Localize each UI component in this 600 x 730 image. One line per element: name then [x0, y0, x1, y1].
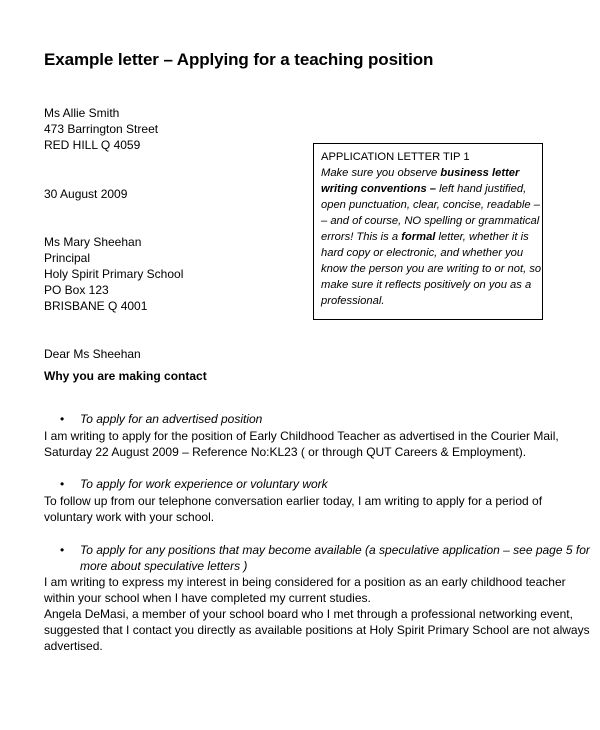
tip-text: hard copy or electronic, and whether you	[321, 247, 524, 259]
recipient-school: Holy Spirit Primary School	[44, 267, 184, 281]
paragraph-line: Saturday 22 August 2009 – Reference No:KL23 ( or through QUT Careers & Employment).	[44, 445, 527, 459]
recipient-name: Ms Mary Sheehan	[44, 235, 142, 249]
tip-text: – and of course, NO spelling or grammatical	[321, 215, 540, 227]
tip-line	[321, 261, 542, 277]
tip-emphasis: formal	[401, 231, 436, 243]
tip-text: letter, whether it is	[435, 231, 529, 243]
paragraph	[44, 574, 590, 654]
paragraph-line: I am writing to express my interest in being considered for a position as an early childhood teacher	[44, 575, 566, 589]
sender-name: Ms Allie Smith	[44, 106, 120, 120]
tip-emphasis: writing conventions –	[321, 183, 436, 195]
paragraph-line: advertised.	[44, 639, 103, 653]
tip-line	[321, 229, 542, 245]
bullet-icon: •	[60, 543, 65, 557]
letter-date: 30 August 2009	[44, 187, 128, 201]
sender-address	[44, 105, 158, 153]
paragraph-line: I am writing to apply for the position of Early Childhood Teacher as advertised in the Courier Mail,	[44, 429, 559, 443]
bullet-text: To apply for work experience or voluntary work	[80, 477, 328, 491]
paragraph-line: To follow up from our telephone conversation earlier today, I am writing to apply for a period of	[44, 494, 543, 508]
tip-title: APPLICATION LETTER TIP 1	[321, 151, 470, 163]
paragraph	[44, 493, 542, 525]
sender-street: 473 Barrington Street	[44, 122, 159, 136]
recipient-address	[44, 234, 183, 314]
tip-line	[321, 197, 542, 213]
tip-text: Make sure you observe	[321, 167, 441, 179]
tip-line	[321, 245, 542, 261]
sender-suburb: RED HILL Q 4059	[44, 138, 141, 152]
paragraph-line: suggested that I contact you directly as available positions at Holy Spirit Primary School are not always	[44, 623, 590, 637]
paragraph	[44, 428, 559, 460]
tip-emphasis: business letter	[440, 167, 520, 179]
tip-line	[321, 277, 542, 293]
tip-text: errors! This is a	[321, 231, 402, 243]
paragraph-line: voluntary work with your school.	[44, 510, 215, 524]
tip-body	[321, 165, 542, 309]
tip-box	[313, 143, 543, 320]
recipient-po-box: PO Box 123	[44, 283, 109, 297]
tip-line	[321, 213, 542, 229]
recipient-title: Principal	[44, 251, 91, 265]
tip-text: make sure it reflects positively on you as a	[321, 279, 532, 291]
tip-text: open punctuation, clear, concise, readable –	[321, 199, 540, 211]
tip-line	[321, 165, 542, 181]
salutation: Dear Ms Sheehan	[44, 347, 141, 361]
bullet-icon: •	[60, 477, 65, 491]
tip-text: know the person you are writing to or not, so	[321, 263, 542, 275]
paragraph-line: Angela DeMasi, a member of your school board who I met through a professional networking event,	[44, 607, 573, 621]
recipient-city: BRISBANE Q 4001	[44, 299, 148, 313]
bullet-icon: •	[60, 412, 65, 426]
tip-line	[321, 181, 542, 197]
paragraph-line: within your school when I have completed my current studies.	[44, 591, 371, 605]
bullet-text: To apply for an advertised position	[80, 412, 263, 426]
bullet-text: more about speculative letters )	[80, 559, 248, 573]
bullet-text: To apply for any positions that may become available (a speculative application – see page 5 for	[80, 543, 590, 557]
tip-line	[321, 293, 542, 309]
tip-text: left hand justified,	[436, 183, 527, 195]
tip-text: professional.	[321, 295, 385, 307]
document-title: Example letter – Applying for a teaching position	[44, 50, 434, 69]
section-heading: Why you are making contact	[44, 369, 207, 383]
